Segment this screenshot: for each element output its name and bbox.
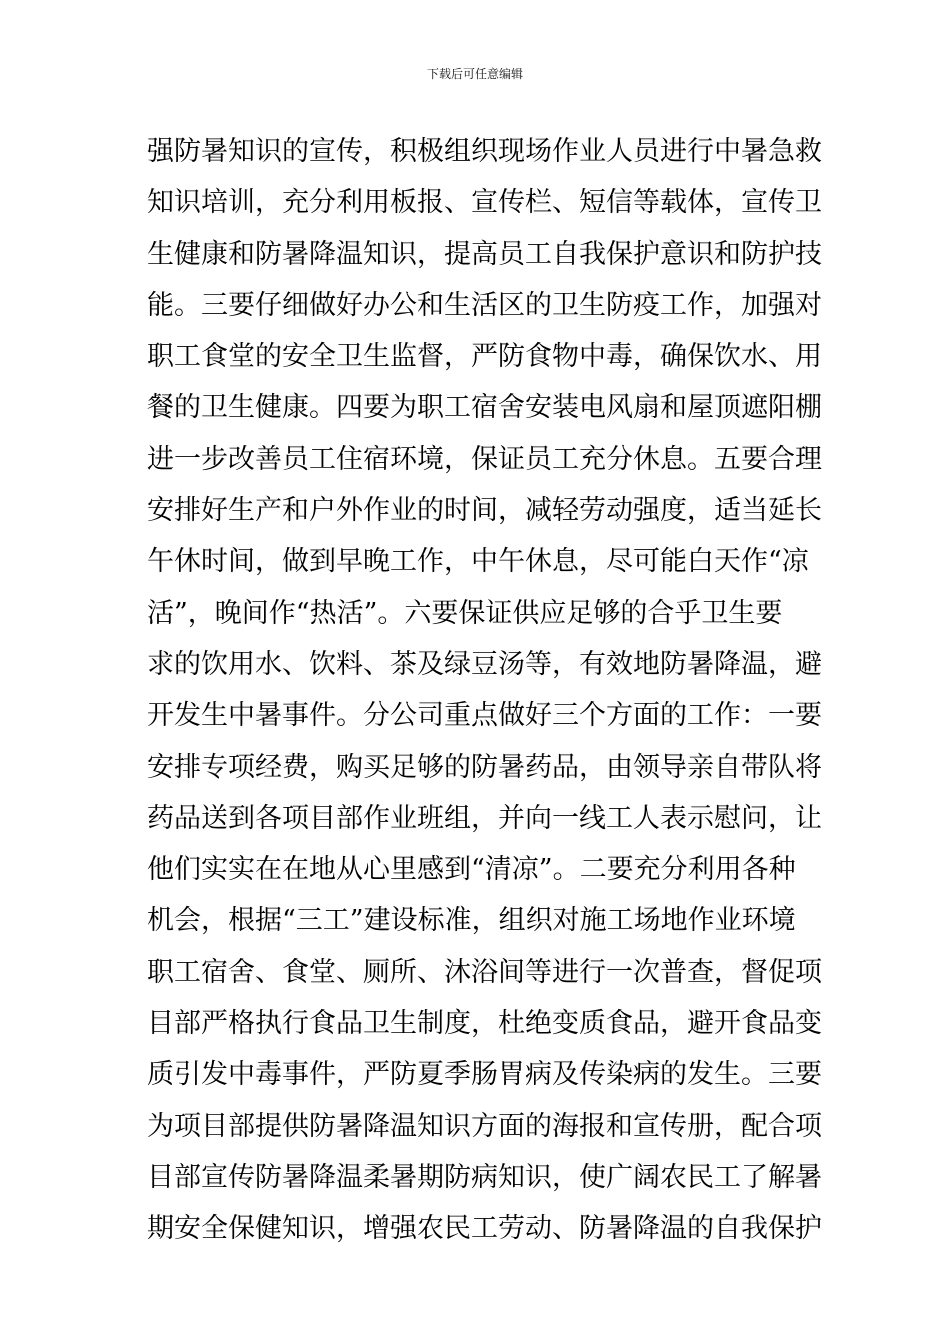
text-line: 期安全保健知识，增强农民工劳动、防暑降温的自我保护: [147, 1213, 822, 1245]
text-line: 他们实实在在地从心里感到“清凉”。二要充分利用各种: [147, 854, 796, 886]
text-line: 生健康和防暑降温知识，提高员工自我保护意识和防护技: [147, 238, 822, 270]
text-line: 职工宿舍、食堂、厕所、沐浴间等进行一次普查，督促项: [147, 956, 822, 988]
text-line: 职工食堂的安全卫生监督，严防食物中毒，确保饮水、用: [147, 341, 822, 373]
text-line: 目部严格执行食品卫生制度，杜绝变质食品，避开食品变: [147, 1008, 822, 1040]
text-line: 强防暑知识的宣传，积极组织现场作业人员进行中暑急救: [147, 136, 822, 167]
text-line: 午休时间，做到早晚工作，中午休息，尽可能白天作“凉: [147, 546, 809, 578]
text-line: 知识培训，充分利用板报、宣传栏、短信等载体，宣传卫: [147, 187, 822, 219]
text-line: 活”，晚间作“热活”。六要保证供应足够的合乎卫生要: [147, 597, 783, 629]
text-line: 药品送到各项目部作业班组，并向一线工人表示慰问，让: [147, 802, 822, 834]
text-line: 为项目部提供防暑降温知识方面的海报和宣传册，配合项: [147, 1110, 822, 1142]
text-line: 求的饮用水、饮料、茶及绿豆汤等，有效地防暑降温，避: [147, 648, 822, 680]
text-line: 能。三要仔细做好办公和生活区的卫生防疫工作，加强对: [147, 289, 822, 321]
text-line: 安排专项经费，购买足够的防暑药品，由领导亲自带队将: [147, 751, 822, 783]
text-line: 餐的卫生健康。四要为职工宿舍安装电风扇和屋顶遮阳棚: [147, 392, 822, 424]
text-line: 开发生中暑事件。分公司重点做好三个方面的工作：一要: [147, 700, 822, 732]
text-line: 质引发中毒事件，严防夏季肠胃病及传染病的发生。三要: [147, 1059, 822, 1091]
text-line: 进一步改善员工住宿环境，保证员工充分休息。五要合理: [147, 443, 822, 475]
text-line: 目部宣传防暑降温柔暑期防病知识，使广阔农民工了解暑: [147, 1161, 822, 1193]
page-header-note: 下载后可任意编辑: [426, 67, 523, 81]
document-body: [147, 126, 822, 1255]
text-line: 安排好生产和户外作业的时间，减轻劳动强度，适当延长: [147, 495, 822, 527]
text-line: 机会，根据“三工”建设标准，组织对施工场地作业环境: [147, 905, 796, 937]
